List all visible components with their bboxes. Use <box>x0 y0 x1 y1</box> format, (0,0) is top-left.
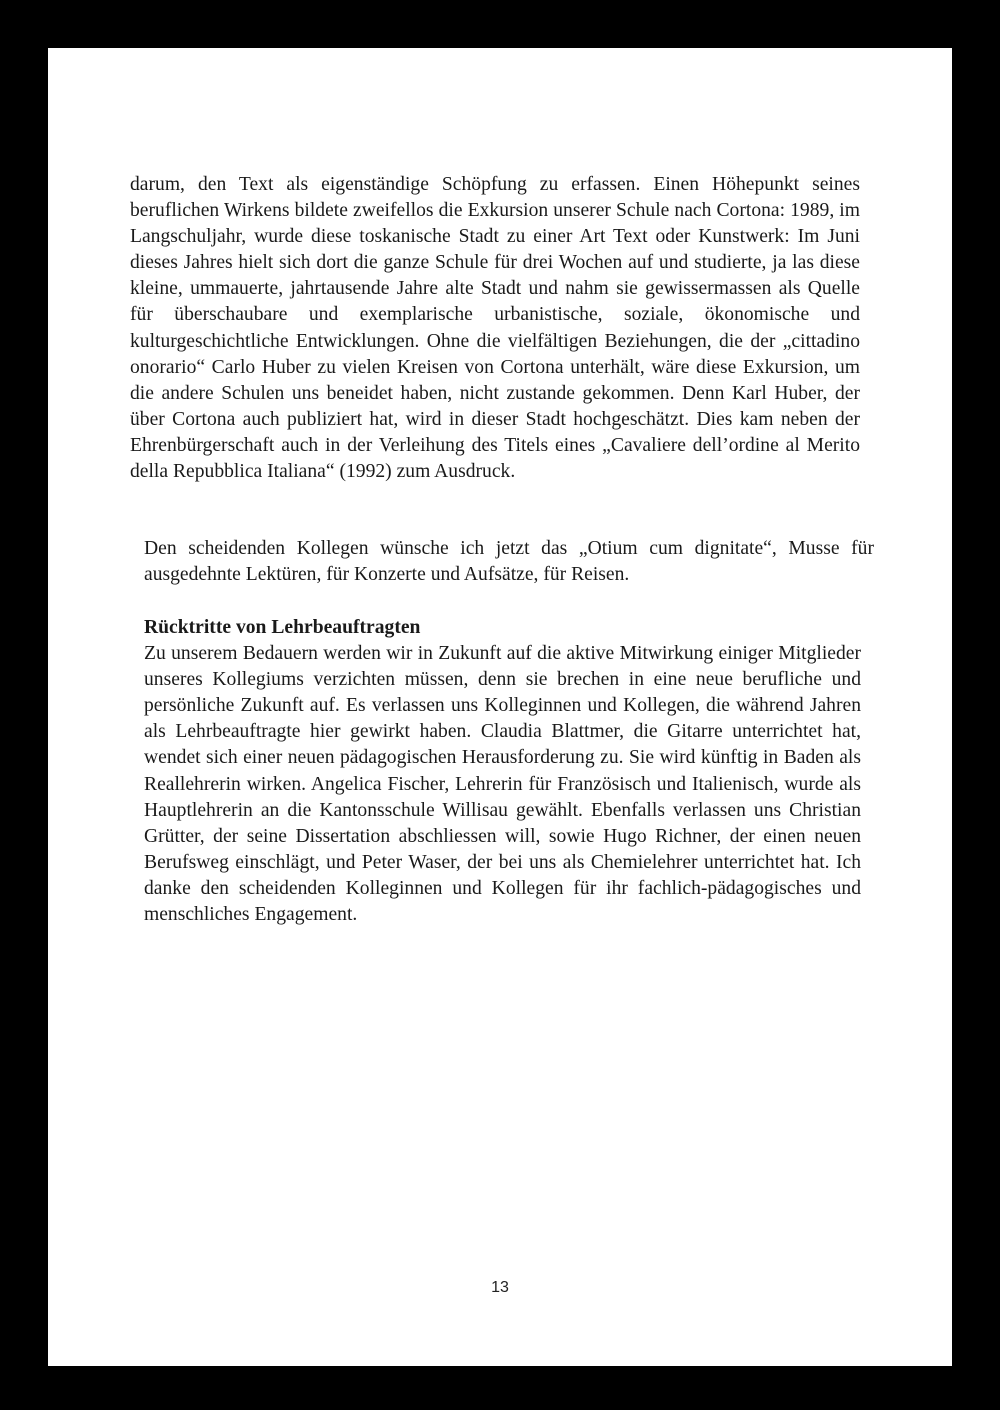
document-page <box>48 48 952 1366</box>
section-body: Zu unserem Bedauern werden wir in Zukunft auf die aktive Mitwirkung einiger Mitglieder unseres Kollegiums verzichten müssen, denn sie brechen in eine neue berufliche und persönliche Zukunft auf. Es verlassen uns Kolleginnen und Kollegen, die während Jahren als Lehrbeauftragte hier gewirkt haben. Claudia Blattmer, die Gitarre unterrichtet hat, wendet sich einer neuen pädagogischen Herausforderung zu. Sie wird künftig in Baden als Reallehrerin wirken. Angelica Fischer, Lehrerin für Französisch und Italienisch, wurde als Hauptlehrerin an die Kantonsschule Willisau gewählt. Ebenfalls verlassen uns Christian Grütter, der seine Dissertation abschliessen will, sowie Hugo Richner, der einen neuen Berufsweg einschlägt, und Peter Waser, der bei uns als Chemielehrer unterrichtet hat. Ich danke den scheidenden Kolleginnen und Kollegen für ihr fachlich-pädagogisches und menschliches Engagement. <box>144 643 861 926</box>
section-resignations <box>144 615 861 928</box>
section-heading: Rücktritte von Lehrbeauftragten <box>144 617 421 638</box>
paragraph-farewell-wishes: Den scheidenden Kollegen wünsche ich jetzt das „Otium cum dignitate“, Musse für ausgedehnte Lektüren, für Konzerte und Aufsätze, für Reisen. <box>144 538 874 586</box>
paragraph-cortona-excursion: darum, den Text als eigenständige Schöpfung zu erfassen. Einen Höhepunkt seines beruflichen Wirkens bildete zweifellos die Exkursion unserer Schule nach Cortona: 1989, im Langschuljahr, wurde diese toskanische Stadt zu einer Art Text oder Kunstwerk: Im Juni dieses Jahres hielt sich dort die ganze Schule für drei Wochen auf und studierte, ja las diese kleine, ummauerte, jahrtausende Jahre alte Stadt und nahm sie gewissermassen als Quelle für überschaubare und exemplarische urbanistische, soziale, ökonomische und kulturgeschichtliche Entwicklungen. Ohne die vielfältigen Beziehungen, die der „cittadino onorario“ Carlo Huber zu vielen Kreisen von Cortona unterhält, wäre diese Exkursion, um die andere Schulen uns beneidet haben, nicht zustande gekommen. Denn Karl Huber, der über Cortona auch publiziert hat, wird in dieser Stadt hochgeschätzt. Dies kam neben der Ehrenbürgerschaft auch in der Verleihung des Titels eines „Cavaliere dell’ordine al Merito della Repubblica Italiana“ (1992) zum Ausdruck. <box>130 174 860 483</box>
page-number: 13 <box>491 1279 509 1296</box>
